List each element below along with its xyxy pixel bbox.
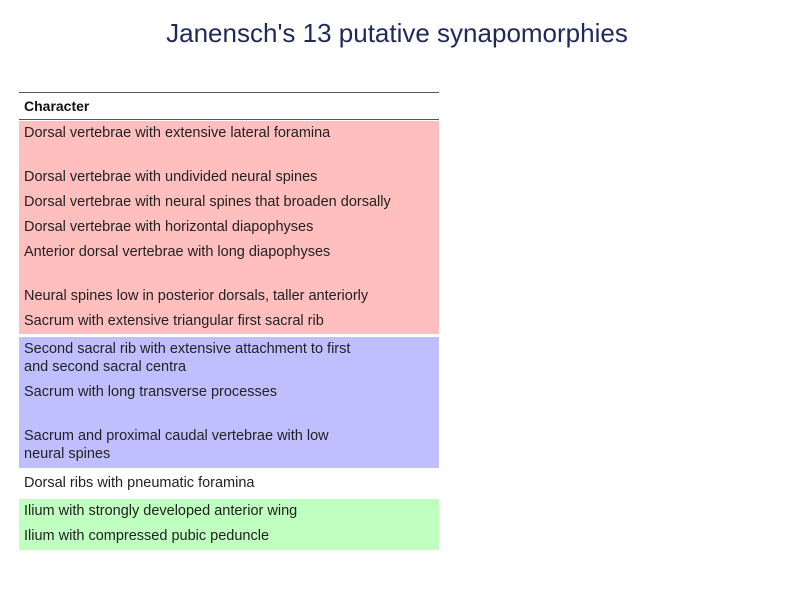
table-row: Second sacral rib with extensive attachment to first and second sacral centra xyxy=(24,341,351,375)
table-row: Ilium with compressed pubic peduncle xyxy=(24,528,270,544)
group-green xyxy=(19,499,439,550)
table-row: Anterior dorsal vertebrae with long diapophyses xyxy=(24,244,331,260)
group-red xyxy=(19,121,439,334)
table-row: Dorsal vertebrae with horizontal diapophyses xyxy=(24,219,314,235)
table-header: Character xyxy=(19,93,439,120)
table-row: Dorsal vertebrae with extensive lateral foramina xyxy=(24,125,331,141)
slide-title: Janensch's 13 putative synapomorphies xyxy=(166,18,628,48)
table-row: Neural spines low in posterior dorsals, taller anteriorly xyxy=(24,288,369,304)
table-row: Dorsal ribs with pneumatic foramina xyxy=(24,475,255,491)
table-row: Dorsal vertebrae with neural spines that broaden dorsally xyxy=(24,194,391,210)
table-row: Sacrum with long transverse processes xyxy=(24,384,278,400)
table-row: Sacrum and proximal caudal vertebrae with low neural spines xyxy=(24,428,329,462)
table-row: Dorsal vertebrae with undivided neural spines xyxy=(24,169,318,185)
group-blue xyxy=(19,337,439,468)
character-table xyxy=(19,92,439,550)
table-row: Sacrum with extensive triangular first sacral rib xyxy=(24,313,324,329)
group-white xyxy=(19,471,439,496)
table-row: Ilium with strongly developed anterior wing xyxy=(24,503,298,519)
